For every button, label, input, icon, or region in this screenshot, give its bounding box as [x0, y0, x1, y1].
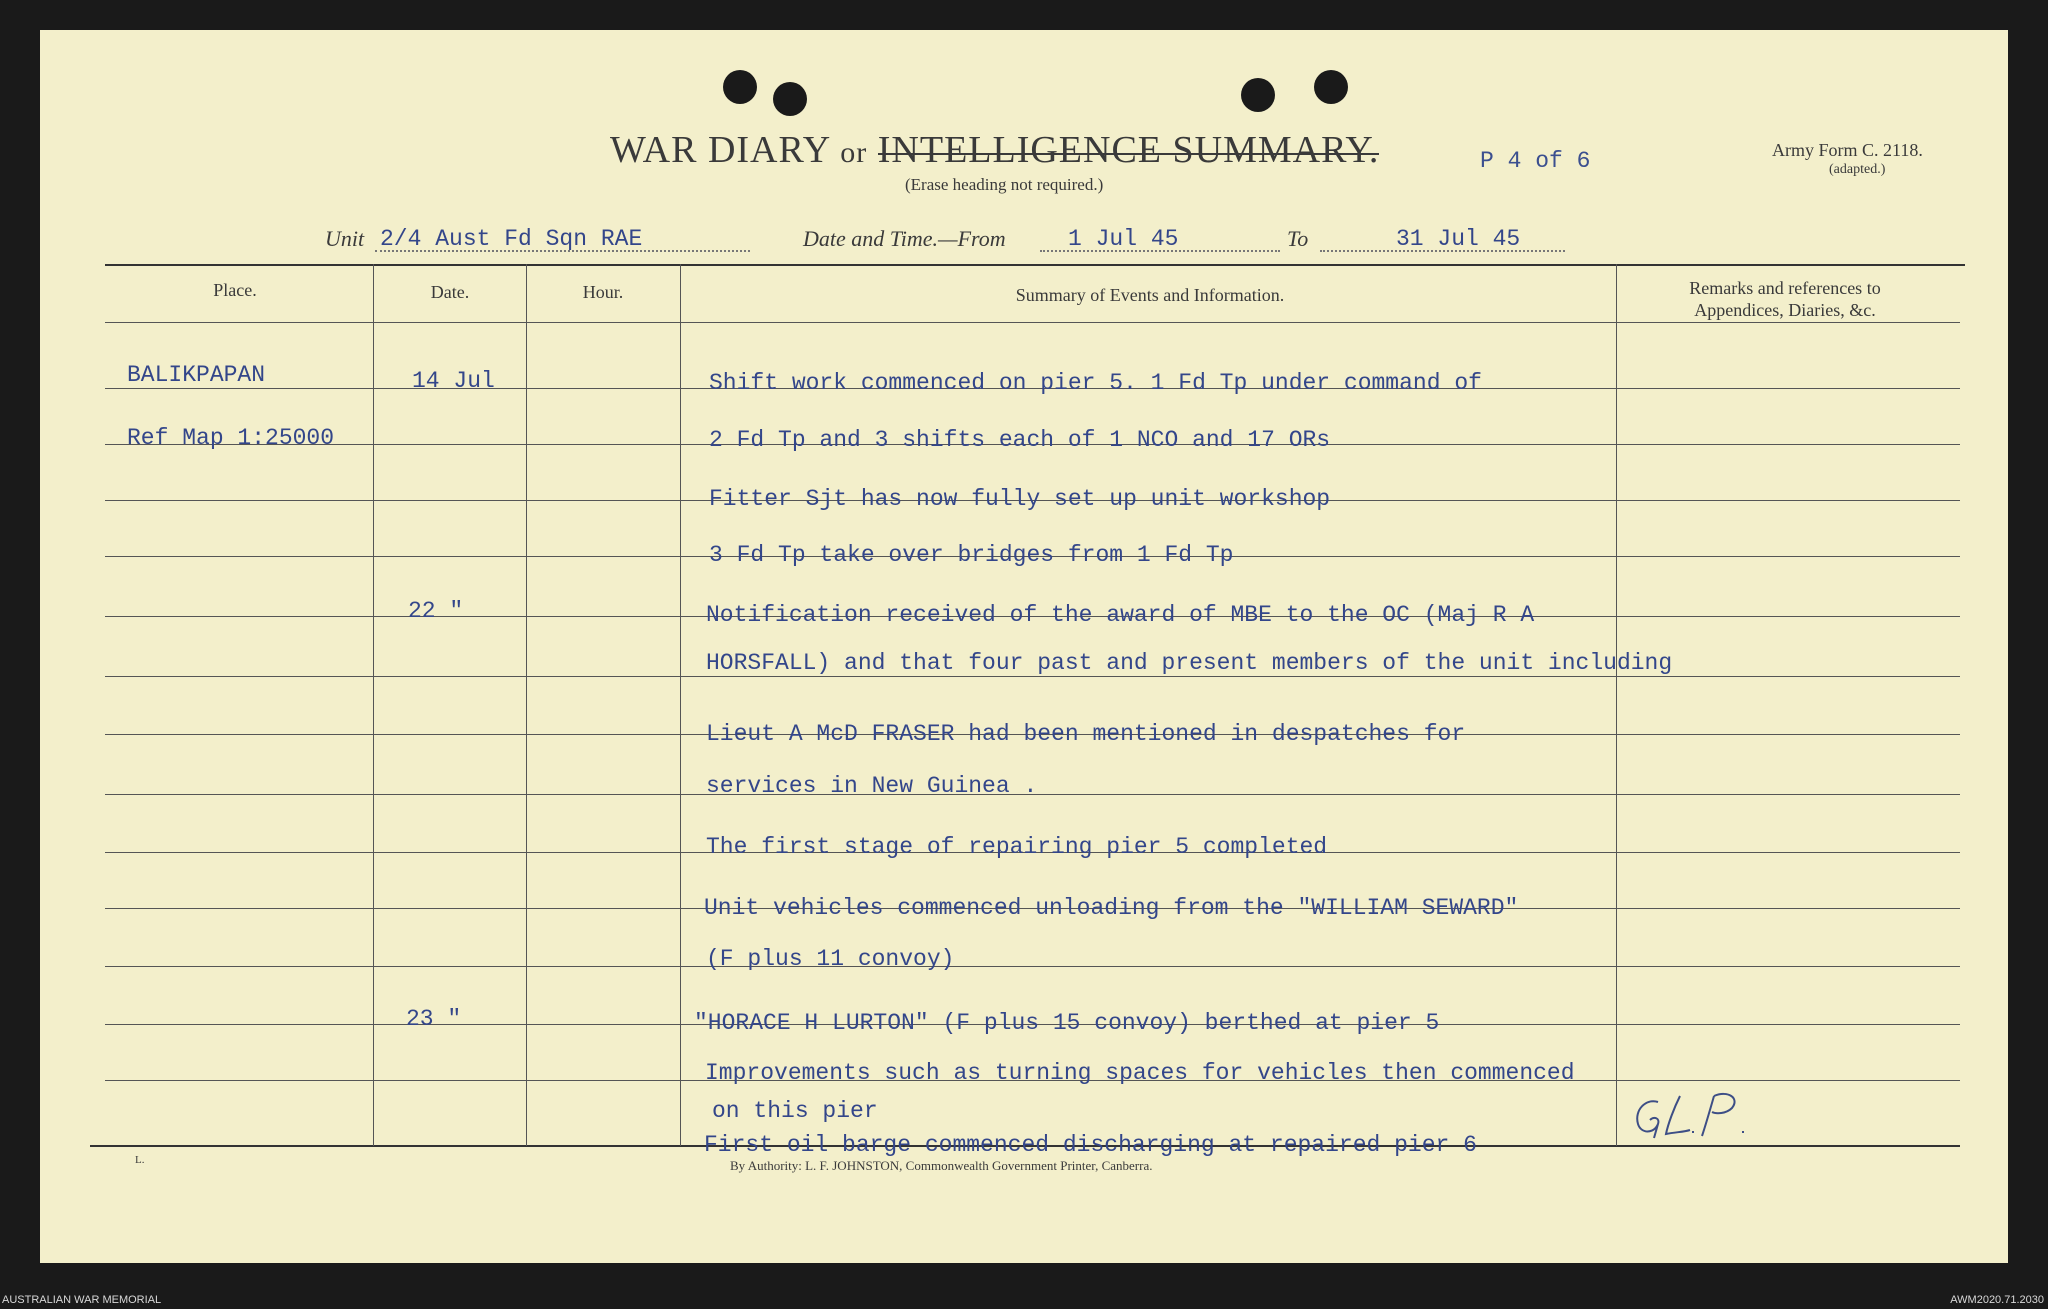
ruled-line [105, 322, 1960, 323]
column-header-hour: Hour. [582, 282, 624, 302]
column-header-remarks: Remarks and references to [1689, 278, 1881, 298]
form-title [610, 128, 1379, 172]
punch-hole [1314, 70, 1348, 104]
place-entry: Ref Map 1:25000 [127, 425, 335, 451]
title-or: or [840, 136, 868, 169]
title-intelligence-summary: INTELLIGENCE SUMMARY. [877, 129, 1380, 171]
title-war-diary: WAR DIARY [610, 129, 830, 171]
imprint-code: L. [135, 1154, 145, 1166]
ruled-line [105, 676, 1960, 677]
ruled-line [105, 966, 1960, 967]
from-date-value: 1 Jul 45 [1068, 226, 1179, 252]
summary-line: Fitter Sjt has now fully set up unit workshop [709, 486, 1331, 512]
footer-accession-number: AWM2020.71.2030 [1950, 1294, 2044, 1306]
date-entry: 23 " [406, 1006, 462, 1032]
summary-line: The first stage of repairing pier 5 completed [706, 834, 1328, 860]
punch-hole [773, 82, 807, 116]
summary-line: (F plus 11 convoy) [706, 946, 955, 972]
summary-line: First oil barge commenced discharging at repaired pier 6 [704, 1132, 1477, 1158]
summary-line: Unit vehicles commenced unloading from the "WILLIAM SEWARD" [704, 895, 1519, 921]
column-header-summary: Summary of Events and Information. [1015, 285, 1285, 305]
printer-imprint: By Authority: L. F. JOHNSTON, Commonwealth Government Printer, Canberra. [730, 1158, 1153, 1173]
column-header-place: Place. [213, 280, 257, 300]
column-header-date: Date. [430, 282, 470, 302]
to-date-value: 31 Jul 45 [1396, 226, 1521, 252]
date-entry: 14 Jul [412, 368, 495, 394]
column-divider [680, 264, 681, 1146]
army-form-note: (adapted.) [1829, 162, 1886, 177]
unit-value: 2/4 Aust Fd Sqn RAE [380, 226, 643, 252]
date-entry: 22 " [408, 598, 464, 624]
form-subtitle: (Erase heading not required.) [905, 175, 1104, 194]
summary-line: Notification received of the award of MBE to the OC (Maj R A [706, 602, 1535, 628]
punch-hole [1241, 78, 1275, 112]
summary-line: services in New Guinea . [706, 773, 1038, 799]
summary-line: Lieut A McD FRASER had been mentioned in despatches for [706, 721, 1466, 747]
column-divider [526, 264, 527, 1146]
column-divider [1616, 264, 1617, 1146]
summary-line: "HORACE H LURTON" (F plus 15 convoy) berthed at pier 5 [694, 1010, 1440, 1036]
summary-line: HORSFALL) and that four past and present members of the unit including [706, 650, 1673, 676]
summary-line: Shift work commenced on pier 5. 1 Fd Tp under command of [709, 370, 1482, 396]
summary-line: 3 Fd Tp take over bridges from 1 Fd Tp [709, 542, 1234, 568]
punch-hole [723, 70, 757, 104]
summary-line: 2 Fd Tp and 3 shifts each of 1 NCO and 17 ORs [709, 427, 1331, 453]
place-entry: BALIKPAPAN [127, 362, 266, 388]
footer-archive-name: AUSTRALIAN WAR MEMORIAL [2, 1294, 162, 1306]
date-label: Date and Time.—From [803, 226, 1006, 251]
column-divider [373, 264, 374, 1146]
from-dotted-line [1040, 250, 1280, 252]
to-dotted-line [1320, 250, 1565, 252]
summary-line: Improvements such as turning spaces for vehicles then commenced [705, 1060, 1575, 1086]
summary-line: on this pier [712, 1098, 878, 1124]
unit-dotted-line [375, 250, 750, 252]
column-header-remarks: Appendices, Diaries, &c. [1694, 300, 1876, 320]
army-form-number: Army Form C. 2118. [1772, 140, 1923, 160]
page-indicator: P 4 of 6 [1480, 148, 1591, 174]
table-top-rule [105, 264, 1965, 266]
unit-label: Unit [325, 226, 365, 251]
signature-initials [1628, 1088, 1758, 1148]
to-label: To [1287, 226, 1309, 251]
